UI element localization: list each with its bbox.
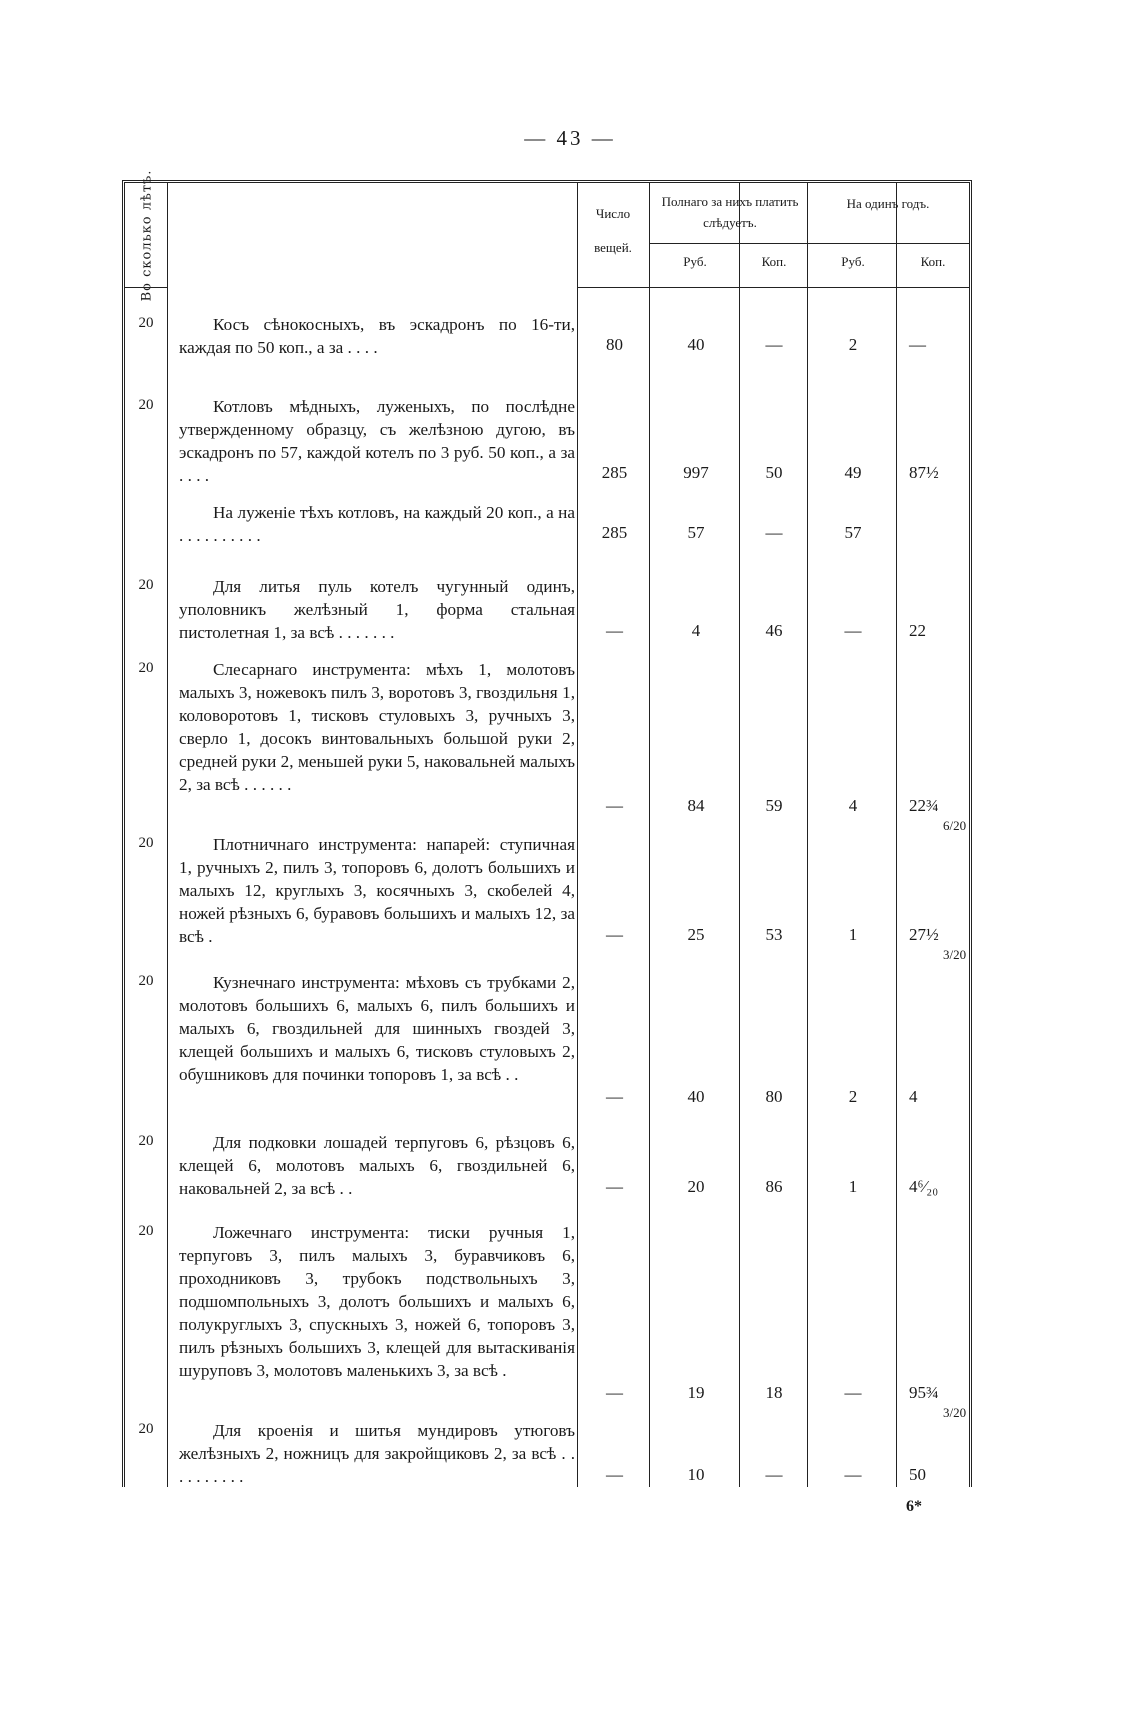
row-year-rub: 2 <box>848 335 858 354</box>
header-per-year: На одинъ годъ. <box>846 196 930 211</box>
header-full-pay: Полнаго за нихъ платить слѣдуетъ. <box>661 194 799 230</box>
header-rub2: Руб. <box>841 254 865 269</box>
row-rub: 10 <box>687 1465 705 1484</box>
row-rub: 997 <box>683 463 709 482</box>
row-year-kop: 22¾ <box>909 796 939 815</box>
row-qty: — <box>606 1465 623 1484</box>
row-years: 20 <box>138 835 154 851</box>
row-years: 20 <box>138 1421 154 1437</box>
row-kop: 86 <box>765 1177 783 1196</box>
row-kop: 50 <box>765 463 783 482</box>
header-qty: Число вещей. <box>594 206 632 255</box>
row-rub: 40 <box>687 1087 705 1106</box>
row-rub: 25 <box>687 925 705 944</box>
row-year-rub: — <box>844 1383 862 1402</box>
row-year-rub: — <box>844 621 862 640</box>
row-rub: 4 <box>691 621 701 640</box>
header-kop2: Коп. <box>920 254 946 269</box>
row-year-kop: 87½ <box>909 463 939 482</box>
row-years: 20 <box>138 397 154 413</box>
row-year-rub: 4 <box>848 796 858 815</box>
header-underline <box>125 287 167 288</box>
row-description: Котловъ мѣдныхъ, луженыхъ, по послѣдне утвержденному образцу, съ желѣзною дугою, въ эскадронъ по 57, каждой котелъ по 3 руб. 50 коп., а за . . . . <box>179 397 575 485</box>
row-kop: — <box>765 1465 783 1484</box>
row-years: 20 <box>138 315 154 331</box>
row-years: 20 <box>138 1133 154 1149</box>
row-description: Ложечнаго инструмента: тиски ручныя 1, терпуговъ 3, пилъ малыхъ 3, буравчиковъ 6, проходниковъ 3, трубокъ подствольныхъ 3, подшомпольныхъ 3, долотъ большихъ и малыхъ 6, полукруглыхъ 3, спускныхъ 3, ножей 6, топоровъ 3, пилъ рѣзныхъ большихъ 3, клещей для вытаскиванія шуруповъ 3, молотовъ маленькихъ 3, за всѣ . <box>179 1223 575 1380</box>
col-divider <box>649 183 650 1487</box>
row-kop: 46 <box>765 621 783 640</box>
row-kop: — <box>765 335 783 354</box>
row-years: 20 <box>138 973 154 989</box>
row-description: На луженіе тѣхъ котловъ, на каждый 20 коп., а на . . . . . . . . . . <box>179 503 575 545</box>
row-qty: — <box>606 925 623 944</box>
row-year-kop-fraction: 3/20 <box>943 1405 967 1420</box>
row-qty: 285 <box>601 523 628 542</box>
row-year-rub: — <box>844 1465 862 1484</box>
row-years: 20 <box>138 660 154 676</box>
row-kop: 53 <box>765 925 783 944</box>
row-year-rub: 1 <box>848 1177 858 1196</box>
row-year-kop: 50 <box>909 1465 926 1484</box>
row-kop: 80 <box>765 1087 783 1106</box>
header-bottom-line <box>577 287 969 288</box>
row-description: Косъ сѣнокосныхъ, въ эскадронъ по 16-ти, каждая по 50 коп., а за . . . . <box>179 315 575 357</box>
header-subline <box>649 243 969 244</box>
row-rub: 84 <box>687 796 705 815</box>
row-year-kop: — <box>909 335 926 354</box>
row-kop: 59 <box>765 796 783 815</box>
row-years: 20 <box>138 1223 154 1239</box>
row-kop: 18 <box>765 1383 783 1402</box>
row-rub: 19 <box>687 1383 705 1402</box>
row-rub: 57 <box>687 523 705 542</box>
header-rub: Руб. <box>683 254 707 269</box>
row-years: 20 <box>138 577 154 593</box>
col-divider <box>739 183 740 1487</box>
col-divider <box>807 183 808 1487</box>
row-year-kop: 27½ <box>909 925 939 944</box>
row-year-kop: 4 <box>909 1087 918 1106</box>
row-description: Кузнечнаго инструмента: мѣховъ съ трубками 2, молотовъ большихъ 6, малыхъ 6, пилъ большихъ и малыхъ 6, гвоздильней для шинныхъ гвоздей 3, клещей большихъ и малыхъ 6, тисковъ стуловыхъ 2, обушниковъ для починки топоровъ 1, за всѣ . . <box>179 973 575 1084</box>
row-description: Для подковки лошадей терпуговъ 6, рѣзцовъ 6, клещей 6, молотовъ малыхъ 6, гвоздильней 6, наковальней 2, за всѣ . . <box>179 1133 575 1198</box>
row-qty: — <box>606 1087 623 1106</box>
row-year-kop: 22 <box>909 621 926 640</box>
row-qty: — <box>606 1177 623 1196</box>
row-rub: 20 <box>687 1177 705 1196</box>
row-kop: — <box>765 523 783 542</box>
row-year-kop: 4⁶⁄₂₀ <box>909 1177 939 1196</box>
col-divider <box>167 183 168 1487</box>
page-number: — 43 — <box>524 126 616 150</box>
row-year-kop: 95¾ <box>909 1383 939 1402</box>
row-rub: 40 <box>687 335 705 354</box>
row-year-rub: 1 <box>848 925 858 944</box>
row-qty: 80 <box>606 335 623 354</box>
row-description: Плотничнаго инструмента: напарей: ступичная 1, ручныхъ 2, пилъ 3, топоровъ 6, долотъ большихъ и малыхъ 12, круглыхъ 3, косячныхъ 3, скобелей 4, ножей рѣзныхъ 6, буравовъ большихъ и малыхъ 12, за всѣ . <box>179 835 575 946</box>
row-qty: — <box>606 796 623 815</box>
row-year-kop-fraction: 6/20 <box>943 818 967 833</box>
printer-signature: 6* <box>906 1498 922 1515</box>
col-divider <box>577 183 578 1487</box>
header-kop: Коп. <box>761 254 787 269</box>
header-years: Во сколько лѣтъ. <box>139 169 155 301</box>
row-year-kop-fraction: 3/20 <box>943 947 967 962</box>
row-year-rub: 49 <box>844 463 862 482</box>
col-divider <box>896 183 897 1487</box>
ledger-table <box>122 169 972 1487</box>
row-description: Для кроенія и шитья мундировъ утюговъ желѣзныхъ 2, ножницъ для закройщиковъ 2, за всѣ . . . . . . . . . . <box>179 1421 575 1486</box>
row-qty: — <box>606 1383 623 1402</box>
row-qty: 285 <box>601 463 628 482</box>
row-qty: — <box>606 621 623 640</box>
row-description: Слесарнаго инструмента: мѣхъ 1, молотовъ малыхъ 3, ножевокъ пилъ 3, воротовъ 3, гвоздильня 1, коловоротовъ 1, тисковъ стуловыхъ 3, ручныхъ 3, сверло 1, досокъ винтовальныхъ большой руки 2, средней руки 2, меньшей руки 5, наковальней малыхъ 2, за всѣ . . . . . . <box>179 660 575 794</box>
row-year-rub: 57 <box>844 523 862 542</box>
row-description: Для литья пуль котелъ чугунный одинъ, уполовникъ желѣзный 1, форма стальная пистолетная 1, за всѣ . . . . . . . <box>179 577 575 642</box>
row-year-rub: 2 <box>848 1087 858 1106</box>
